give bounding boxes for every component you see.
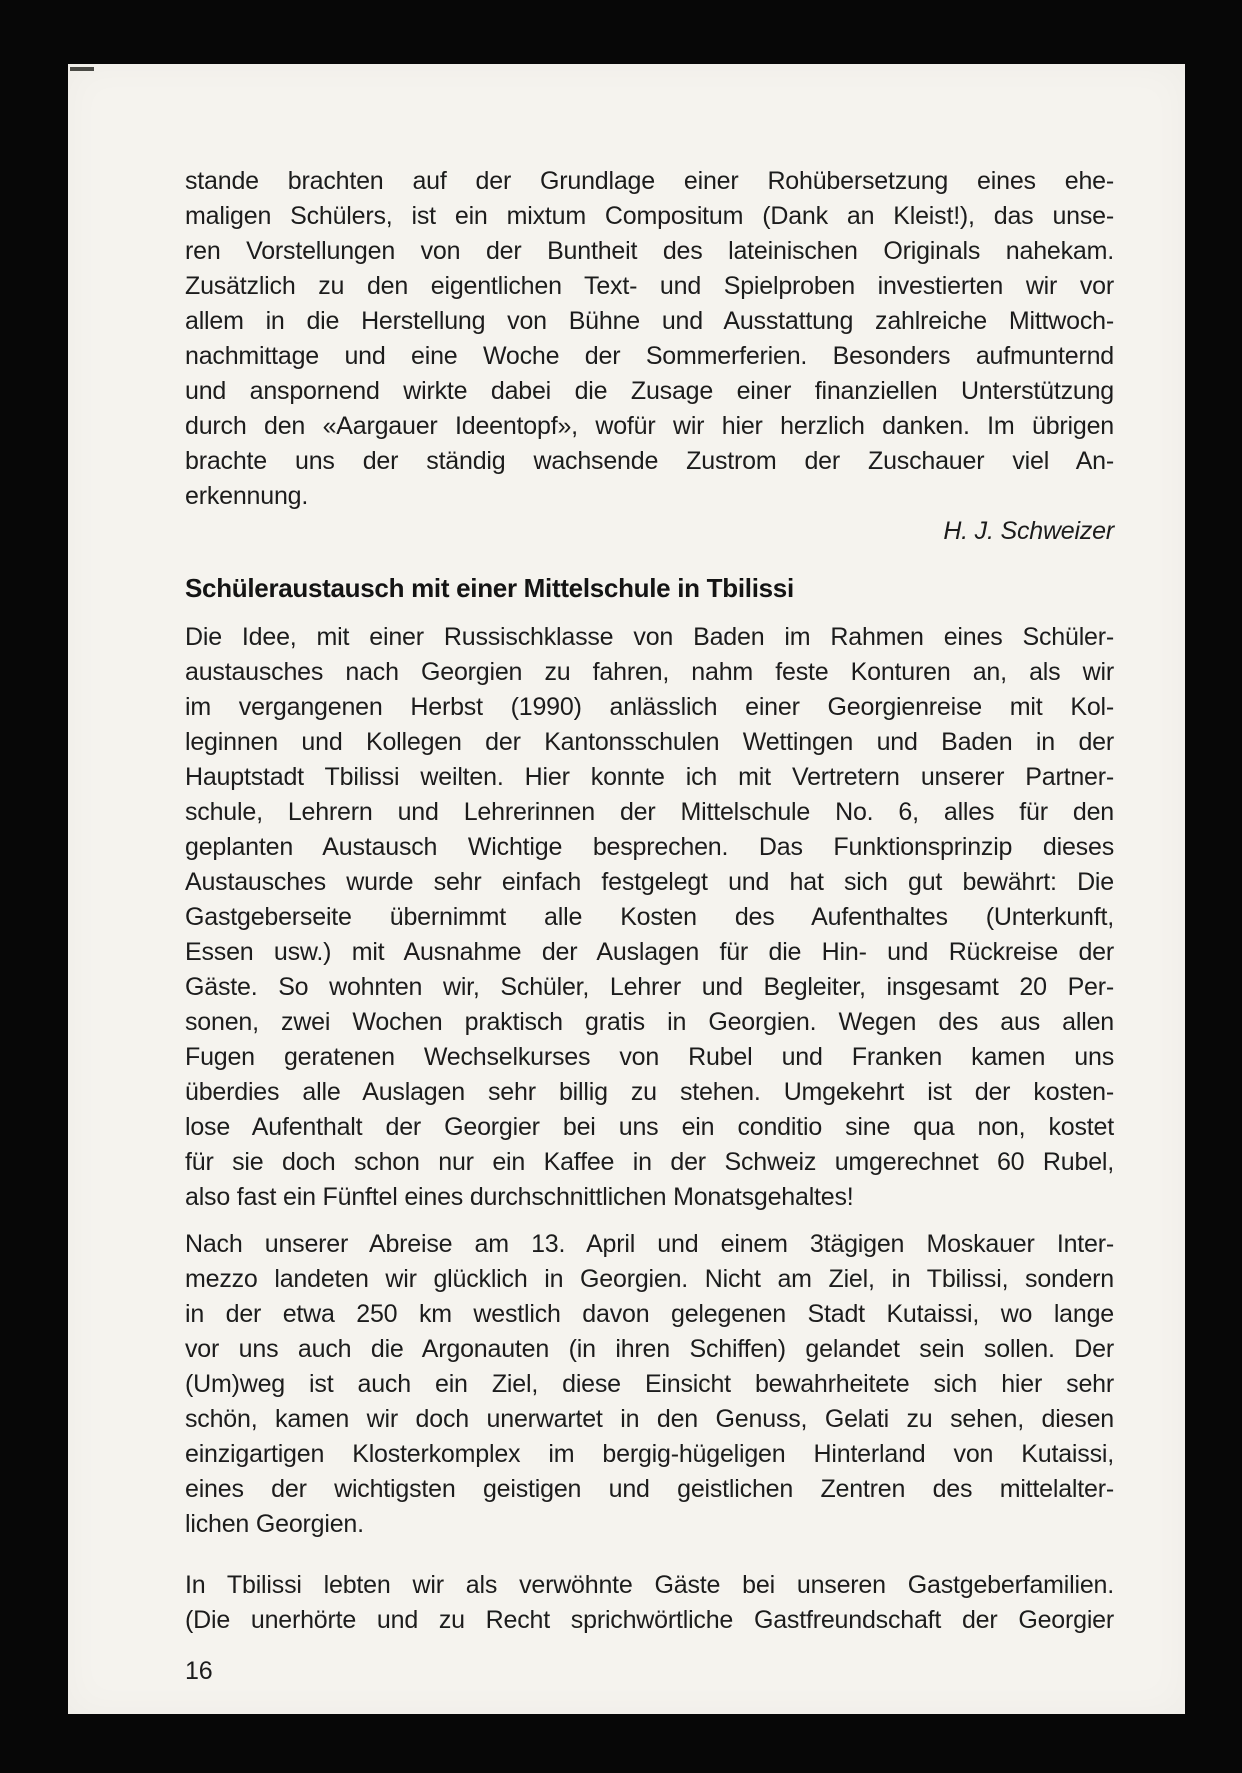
text-line: lichen Georgien. (185, 1510, 364, 1538)
text-line: brachte uns der ständig wachsende Zustrom der Zuschauer viel An- (185, 447, 1114, 475)
text-line: Hauptstadt Tbilissi weilten. Hier konnte ich mit Vertretern unserer Partner- (185, 763, 1114, 791)
text-line: überdies alle Auslagen sehr billig zu stehen. Umgekehrt ist der kosten- (185, 1078, 1114, 1106)
text-line: eines der wichtigsten geistigen und geistlichen Zentren des mittelalter- (185, 1475, 1114, 1503)
text-line: geplanten Austausch Wichtige besprechen. Das Funktionsprinzip dieses (185, 833, 1114, 861)
text-line: austausches nach Georgien zu fahren, nahm feste Konturen an, als wir (185, 658, 1114, 686)
document-page (68, 64, 1185, 1714)
text-line: maligen Schülers, ist ein mixtum Compositum (Dank an Kleist!), das unse- (185, 202, 1114, 230)
text-line: Gastgeberseite übernimmt alle Kosten des Aufenthaltes (Unterkunft, (185, 903, 1114, 931)
text-line: ren Vorstellungen von der Buntheit des lateinischen Originals nahekam. (185, 237, 1114, 265)
text-line: vor uns auch die Argonauten (in ihren Schiffen) gelandet sein sollen. Der (185, 1335, 1114, 1363)
text-line: Fugen geratenen Wechselkurses von Rubel und Franken kamen uns (185, 1043, 1114, 1071)
intro-paragraph (185, 164, 1114, 514)
scan-edge-mark (70, 67, 94, 71)
text-line: stande brachten auf der Grundlage einer Rohübersetzung eines ehe- (185, 167, 1114, 195)
text-line: (Die unerhörte und zu Recht sprichwörtliche Gastfreundschaft der Georgier (185, 1606, 1114, 1634)
text-line: und anspornend wirkte dabei die Zusage einer finanziellen Unterstützung (185, 377, 1114, 405)
text-line: leginnen und Kollegen der Kantonsschulen Wettingen und Baden in der (185, 728, 1114, 756)
text-line: nachmittage und eine Woche der Sommerferien. Besonders aufmunternd (185, 342, 1114, 370)
text-line: Gäste. So wohnten wir, Schüler, Lehrer und Begleiter, insgesamt 20 Per- (185, 973, 1114, 1001)
text-line: im vergangenen Herbst (1990) anlässlich einer Georgienreise mit Kol- (185, 693, 1114, 721)
text-line: Essen usw.) mit Ausnahme der Auslagen für die Hin- und Rückreise der (185, 938, 1114, 966)
text-line: schön, kamen wir doch unerwartet in den Genuss, Gelati zu sehen, diesen (185, 1405, 1114, 1433)
text-line: also fast ein Fünftel eines durchschnittlichen Monatsgehaltes! (185, 1183, 854, 1211)
section-heading: Schüleraustausch mit einer Mittelschule in Tbilissi (185, 573, 794, 603)
paragraph-host-families (185, 1568, 1114, 1638)
text-line: (Um)weg ist auch ein Ziel, diese Einsicht bewahrheitete sich hier sehr (185, 1370, 1114, 1398)
text-line: für sie doch schon nur ein Kaffee in der Schweiz umgerechnet 60 Rubel, (185, 1148, 1114, 1176)
text-line: Nach unserer Abreise am 13. April und einem 3tägigen Moskauer Inter- (185, 1230, 1114, 1258)
text-line: Zusätzlich zu den eigentlichen Text- und Spielproben investierten wir vor (185, 272, 1114, 300)
author-signature: H. J. Schweizer (943, 517, 1114, 545)
text-line: einzigartigen Klosterkomplex im bergig-hügeligen Hinterland von Kutaissi, (185, 1440, 1114, 1468)
text-column (185, 164, 1114, 1689)
paragraph-journey (185, 1227, 1114, 1542)
text-line: erkennung. (185, 482, 309, 510)
text-line: Austausches wurde sehr einfach festgelegt und hat sich gut bewährt: Die (185, 868, 1114, 896)
text-line: allem in die Herstellung von Bühne und Ausstattung zahlreiche Mittwoch- (185, 307, 1114, 335)
text-line: schule, Lehrern und Lehrerinnen der Mittelschule No. 6, alles für den (185, 798, 1114, 826)
page-number: 16 (185, 1657, 213, 1685)
text-line: Die Idee, mit einer Russischklasse von Baden im Rahmen eines Schüler- (185, 623, 1114, 651)
text-line: in der etwa 250 km westlich davon gelegenen Stadt Kutaissi, wo lange (185, 1300, 1114, 1328)
text-line: lose Aufenthalt der Georgier bei uns ein conditio sine qua non, kostet (185, 1113, 1114, 1141)
text-line: durch den «Aargauer Ideentopf», wofür wir hier herzlich danken. Im übrigen (185, 412, 1114, 440)
paragraph-exchange-idea (185, 620, 1114, 1215)
text-line: In Tbilissi lebten wir als verwöhnte Gäste bei unseren Gastgeberfamilien. (185, 1571, 1114, 1599)
text-line: mezzo landeten wir glücklich in Georgien. Nicht am Ziel, in Tbilissi, sondern (185, 1265, 1114, 1293)
text-line: sonen, zwei Wochen praktisch gratis in Georgien. Wegen des aus allen (185, 1008, 1114, 1036)
